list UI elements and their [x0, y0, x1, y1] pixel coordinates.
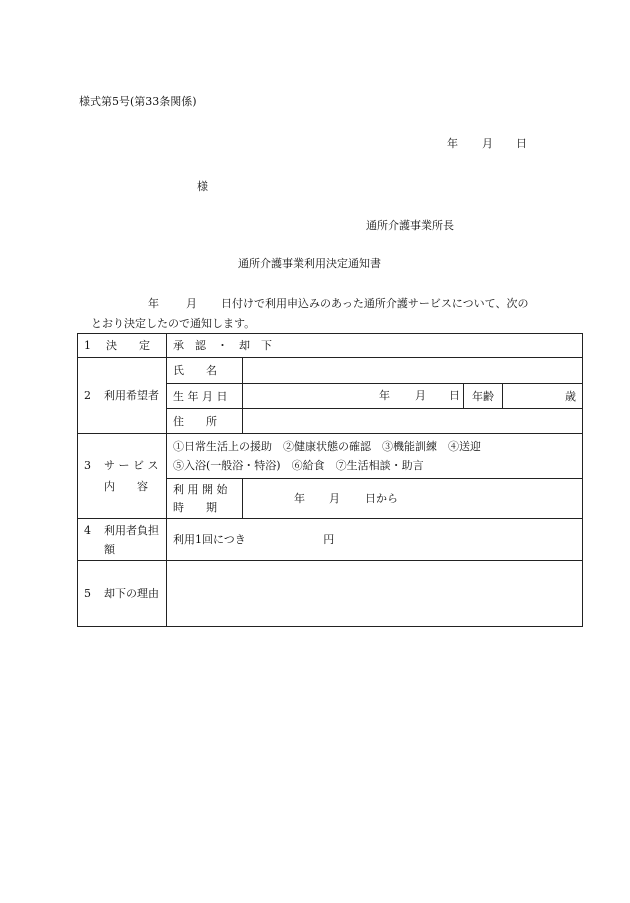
rejection-label: 却下の理由	[104, 587, 159, 600]
row-number: 5	[84, 587, 91, 600]
row-applicant-name	[78, 358, 583, 384]
services-list	[167, 434, 583, 479]
start-month: 月	[329, 492, 340, 505]
form-number: 様式第5号(第33条関係)	[79, 95, 197, 108]
issuer: 通所介護事業所長	[366, 219, 454, 232]
name-value	[243, 358, 583, 384]
charge-unit: 円	[323, 533, 335, 546]
birth-day: 日	[449, 389, 460, 402]
services-label-cell	[78, 434, 167, 519]
date-month: 月	[482, 137, 493, 150]
charge-label-line1: 利用者負担	[104, 523, 159, 537]
row-number: 1	[84, 339, 91, 352]
applicant-label: 利用希望者	[104, 389, 159, 402]
charge-value	[167, 519, 583, 561]
row-services	[78, 434, 583, 479]
intro-line2: とおり決定したので通知します。	[91, 317, 256, 330]
recipient-suffix: 様	[197, 180, 208, 193]
start-day: 日から	[365, 492, 398, 505]
applicant-label-cell	[78, 358, 167, 434]
intro-month: 月	[186, 297, 197, 310]
start-label-line1: 利 用 開 始	[173, 482, 228, 496]
intro-year: 年	[148, 297, 159, 310]
decision-value: 承 認 ・ 却 下	[167, 334, 583, 358]
start-value	[243, 479, 583, 519]
start-label-line2: 時 期	[173, 500, 217, 514]
address-value	[243, 409, 583, 434]
rejection-label-cell	[78, 561, 167, 627]
start-label-cell	[167, 479, 243, 519]
birth-month: 月	[415, 389, 426, 402]
services-label-line1: サ ー ビ ス	[104, 459, 159, 472]
rejection-value	[167, 561, 583, 627]
birth-year: 年	[379, 389, 390, 402]
age-unit: 歳	[565, 389, 576, 403]
row-decision	[78, 334, 583, 358]
document-title: 通所介護事業利用決定通知書	[238, 257, 381, 270]
start-year: 年	[294, 492, 305, 505]
birth-label: 生 年 月 日	[167, 384, 243, 409]
decision-label-cell	[78, 334, 167, 358]
name-label: 氏 名	[167, 358, 243, 384]
birth-value	[243, 384, 463, 408]
date-line	[447, 137, 458, 151]
charge-label-line2: 額	[104, 542, 115, 556]
date-year: 年	[447, 137, 458, 150]
row-charge	[78, 519, 583, 561]
decision-table	[77, 333, 583, 627]
services-line2: ⑤入浴(一般浴・特浴) ⑥給食 ⑦生活相談・助言	[173, 459, 424, 472]
charge-label-cell	[78, 519, 167, 561]
services-label-line2: 内 容	[104, 480, 148, 493]
row-number: 3	[84, 459, 91, 472]
row-rejection-reason	[78, 561, 583, 627]
row-number: 2	[84, 389, 91, 402]
birth-age-cell	[243, 384, 583, 409]
age-label: 年齢	[463, 384, 503, 408]
date-day: 日	[516, 137, 527, 150]
row-number: 4	[84, 523, 91, 537]
intro-line1: 日付けで利用申込みのあった通所介護サービスについて、次の	[221, 297, 529, 310]
charge-prefix: 利用1回につき	[173, 533, 246, 546]
services-line1: ①日常生活上の援助 ②健康状態の確認 ③機能訓練 ④送迎	[173, 440, 481, 453]
age-value	[503, 384, 582, 408]
address-label: 住 所	[167, 409, 243, 434]
decision-label: 決 定	[106, 339, 150, 352]
